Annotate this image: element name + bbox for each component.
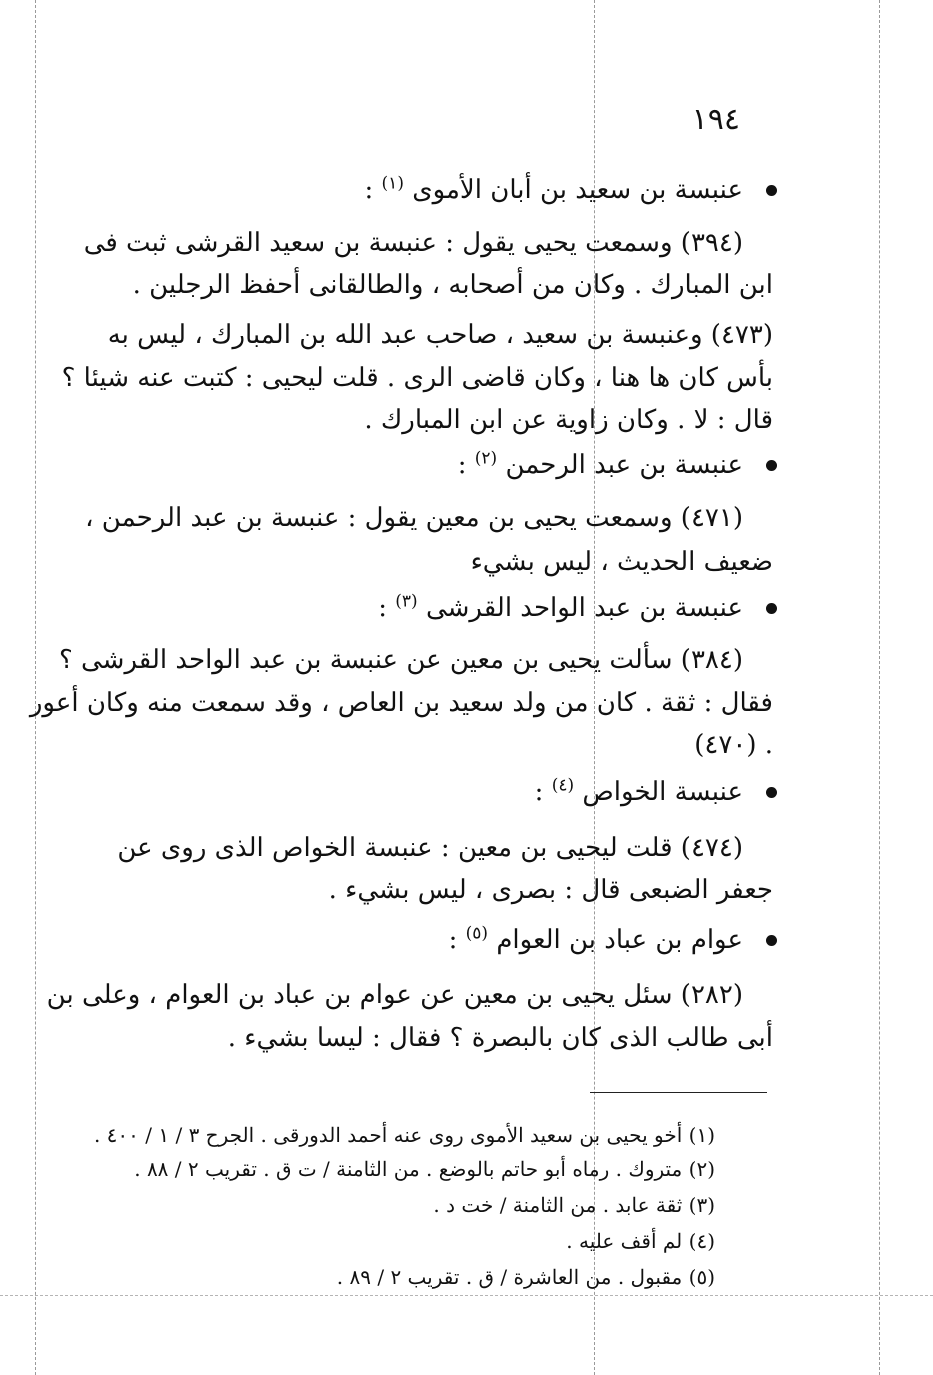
paragraph-line: (٢٨٢) سئل يحيى بن معين عن عوام بن عباد بن العوام ، وعلى بن <box>46 980 743 1010</box>
scan-guide-line-bottom <box>0 1295 933 1296</box>
heading-colon: : <box>378 593 387 623</box>
paragraph-line: بأس كان ها هنا ، وكان قاضى الرى . قلت ليحيى : كتبت عنه شيئا ؟ <box>61 363 773 393</box>
heading-text: عنبسة بن عبد الواحد القرشى <box>425 593 743 623</box>
paragraph-line: قال : لا . وكان زاوية عن ابن المبارك . <box>364 405 773 435</box>
paragraph-line: (٣٩٤) وسمعت يحيى يقول : عنبسة بن سعيد القرشى ثبت فى <box>83 228 743 258</box>
heading-text: عنبسة بن سعيد بن أبان الأموى <box>412 175 743 205</box>
bullet-icon <box>766 603 777 614</box>
bullet-icon <box>766 935 777 946</box>
heading-text: عوام بن عباد بن العوام <box>496 925 743 955</box>
paragraph-line: (٤٧٣) وعنبسة بن سعيد ، صاحب عبد الله بن المبارك ، ليس به <box>107 320 773 350</box>
paragraph-line: جعفر الضبعى قال : بصرى ، ليس بشيء . <box>328 875 773 905</box>
entry-heading <box>535 772 743 812</box>
footnote: (٣) ثقة عابد . من الثامنة / خت د . <box>433 1193 715 1217</box>
paragraph-line: أبى طالب الذى كان بالبصرة ؟ فقال : ليسا بشيء . <box>227 1023 773 1053</box>
footnote-ref: (٣) <box>395 591 418 612</box>
footnote: (١) أخو يحيى بن سعيد الأموى روى عنه أحمد الدورقى . الجرح ٣ / ١ / ٤٠٠ . <box>93 1123 715 1147</box>
paragraph-line: ابن المبارك . وكان من أصحابه ، والطالقانى أحفظ الرجلين . <box>132 270 773 300</box>
footnote: (٤) لم أقف عليه . <box>566 1229 715 1253</box>
footnote-ref: (٢) <box>474 448 498 469</box>
paragraph-line: . (٤٧٠) <box>694 730 773 760</box>
paragraph-line: (٣٨٤) سألت يحيى بن معين عن عنبسة بن عبد الواحد القرشى ؟ <box>58 645 743 675</box>
heading-colon: : <box>534 777 544 807</box>
bullet-icon <box>766 460 777 471</box>
footnote-separator <box>590 1092 767 1093</box>
paragraph-line: ضعيف الحديث ، ليس بشيء <box>470 547 773 577</box>
heading-text: عنبسة الخواص <box>582 777 743 807</box>
paragraph-line: فقال : ثقة . كان من ولد سعيد بن العاص ، وقد سمعت منه وكان أعور <box>29 688 773 718</box>
bullet-icon <box>766 185 777 196</box>
heading-text: عنبسة بن عبد الرحمن <box>505 450 743 480</box>
page-number: ١٩٤ <box>691 102 740 137</box>
heading-colon: : <box>364 175 374 205</box>
footnote-ref: (١) <box>381 173 404 194</box>
heading-colon: : <box>457 450 467 480</box>
footnote-ref: (٥) <box>465 923 489 944</box>
scan-guide-line-right <box>879 0 880 1375</box>
entry-heading <box>458 445 743 485</box>
heading-colon: : <box>448 925 458 955</box>
footnote-ref: (٤) <box>551 775 575 796</box>
footnote: (٢) متروك . رماه أبو حاتم بالوضع . من الثامنة / ت ق . تقريب ٢ / ٨٨ . <box>134 1157 715 1181</box>
paragraph-line: (٤٧٤) قلت ليحيى بن معين : عنبسة الخواص الذى روى عن <box>117 833 743 863</box>
footnote: (٥) مقبول . من العاشرة / ق . تقريب ٢ / ٨٩ . <box>336 1265 715 1289</box>
bullet-icon <box>766 787 777 798</box>
entry-heading <box>449 920 743 960</box>
paragraph-line: (٤٧١) وسمعت يحيى بن معين يقول : عنبسة بن عبد الرحمن ، <box>85 503 743 533</box>
entry-heading <box>378 588 743 628</box>
entry-heading <box>365 170 744 210</box>
